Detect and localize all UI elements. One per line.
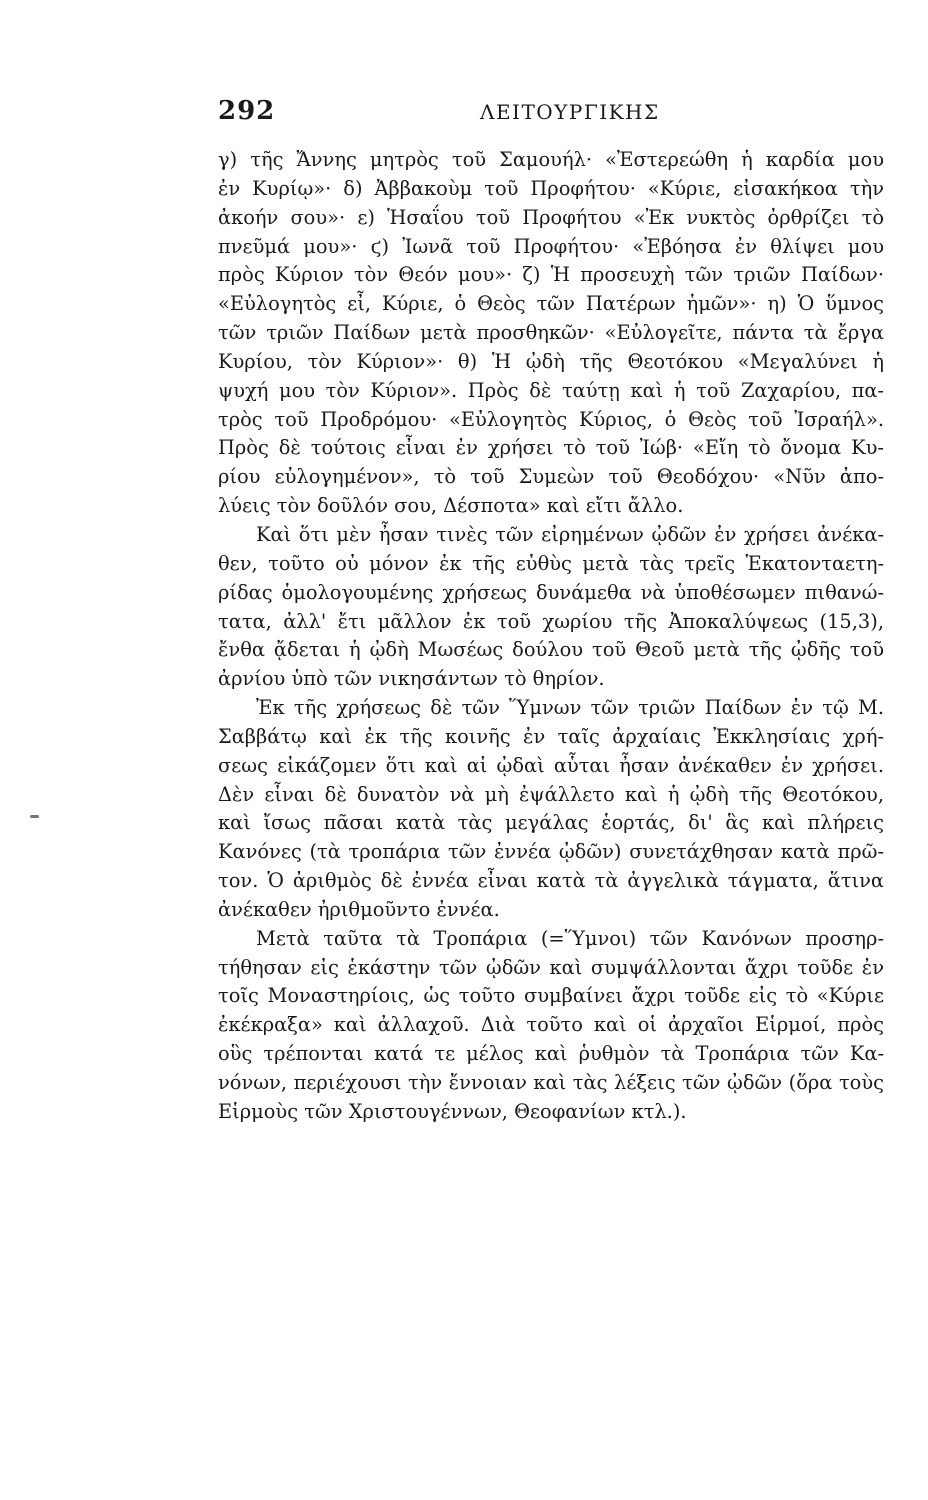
text-line: ρίου εὐλογημένον», τὸ τοῦ Συμεὼν τοῦ Θεοδόχου· «Νῦν ἀπο- (218, 465, 884, 489)
text-line: ρίδας ὁμολογουμένης χρήσεως δυνάμεθα νὰ ὑποθέσωμεν πιθανώ- (218, 580, 884, 604)
paragraph-4 (218, 925, 884, 1127)
text-line: Κυρίου, τὸν Κύριον»· θ) Ἡ ᾠδὴ τῆς Θεοτόκου «Μεγαλύνει ἡ (218, 349, 884, 373)
text-line: πνεῦμά μου»· ϛ) Ἰωνᾶ τοῦ Προφήτου· «Ἐβόησα ἐν θλίψει μου (218, 234, 884, 258)
text-line: Δὲν εἶναι δὲ δυνατὸν νὰ μὴ ἐψάλλετο καὶ ἡ ᾠδὴ τῆς Θεοτόκου, (218, 782, 884, 806)
text-line: τοῖς Μοναστηρίοις, ὡς τοῦτο συμβαίνει ἄχρι τοῦδε εἰς τὸ «Κύριε (218, 984, 884, 1008)
text-line: καὶ ἴσως πᾶσαι κατὰ τὰς μεγάλας ἑορτάς, δι' ἃς καὶ πλήρεις (218, 811, 884, 835)
text-line: «Εὐλογητὸς εἶ, Κύριε, ὁ Θεὸς τῶν Πατέρων ἡμῶν»· η) Ὁ ὕμνος (218, 292, 884, 316)
text-line: λύεις τὸν δοῦλόν σου, Δέσποτα» καὶ εἴτι ἄλλο. (218, 494, 684, 518)
text-line: γ) τῆς Ἄννης μητρὸς τοῦ Σαμουήλ· «Ἐστερεώθη ἡ καρδία μου (218, 148, 884, 171)
text-line: Καὶ ὅτι μὲν ἦσαν τινὲς τῶν εἰρημένων ᾠδῶν ἐν χρήσει ἀνέκα- (256, 522, 884, 546)
text-line: Πρὸς δὲ τούτοις εἶναι ἐν χρήσει τὸ τοῦ Ἰώβ· «Εἴη τὸ ὄνομα Κυ- (218, 436, 884, 460)
text-line: τατα, ἀλλ' ἔτι μᾶλλον ἐκ τοῦ χωρίου τῆς Ἀποκαλύψεως (15,3), (218, 609, 884, 633)
margin-mark (30, 815, 39, 818)
text-line: τήθησαν εἰς ἑκάστην τῶν ᾠδῶν καὶ συμψάλλονται ἄχρι τοῦδε ἐν (218, 955, 884, 979)
page-header (218, 96, 884, 136)
text-line: Ἐκ τῆς χρήσεως δὲ τῶν Ὕμνων τῶν τριῶν Παίδων ἐν τῷ Μ. (256, 696, 884, 720)
text-line: σεως εἰκάζομεν ὅτι καὶ αἱ ᾠδαὶ αὗται ἦσαν ἀνέκαθεν ἐν χρήσει. (218, 753, 884, 777)
text-line: Εἱρμοὺς τῶν Χριστουγέννων, Θεοφανίων κτλ.). (218, 1099, 687, 1123)
text-line: Σαββάτῳ καὶ ἐκ τῆς κοινῆς ἐν ταῖς ἀρχαίαις Ἐκκλησίαις χρή- (218, 724, 884, 748)
paragraph-1 (218, 146, 884, 521)
text-line: ἀκοήν σου»· ε) Ἡσαΐου τοῦ Προφήτου «Ἐκ νυκτὸς ὀρθρίζει τὸ (218, 205, 884, 229)
text-line: Κανόνες (τὰ τροπάρια τῶν ἐννέα ᾠδῶν) συνετάχθησαν κατὰ πρῶ- (218, 840, 884, 864)
text-line: πρὸς Κύριον τὸν Θεόν μου»· ζ) Ἡ προσευχὴ τῶν τριῶν Παίδων· (218, 263, 884, 287)
text-line: οὓς τρέπονται κατά τε μέλος καὶ ῥυθμὸν τὰ Τροπάρια τῶν Κα- (218, 1042, 884, 1066)
text-line: θεν, τοῦτο οὐ μόνον ἐκ τῆς εὐθὺς μετὰ τὰς τρεῖς Ἑκατονταετη- (218, 551, 884, 575)
text-line: ψυχή μου τὸν Κύριον». Πρὸς δὲ ταύτῃ καὶ ἡ τοῦ Ζαχαρίου, πα- (218, 378, 884, 402)
text-line: ἀρνίου ὑπὸ τῶν νικησάντων τὸ θηρίον. (218, 667, 605, 691)
text-line: τῶν τριῶν Παίδων μετὰ προσθηκῶν· «Εὐλογεῖτε, πάντα τὰ ἔργα (218, 321, 884, 345)
text-line: νόνων, περιέχουσι τὴν ἔννοιαν καὶ τὰς λέξεις τῶν ᾠδῶν (ὅρα τοὺς (218, 1071, 884, 1094)
text-line: ἀνέκαθεν ἠριθμοῦντο ἐννέα. (218, 897, 500, 921)
paragraph-3 (218, 694, 884, 925)
text-line: Μετὰ ταῦτα τὰ Τροπάρια (=Ὕμνοι) τῶν Κανόνων προσηρ- (256, 926, 884, 950)
page-body (218, 146, 884, 1127)
text-line: τον. Ὁ ἀριθμὸς δὲ ἐννέα εἶναι κατὰ τὰ ἀγγελικὰ τάγματα, ἅτινα (218, 869, 884, 893)
text-line: ἐκέκραξα» καὶ ἀλλαχοῦ. Διὰ τοῦτο καὶ οἱ ἀρχαῖοι Εἱρμοί, πρὸς (218, 1013, 884, 1037)
page-number: 292 (218, 96, 276, 126)
text-line: ἐν Κυρίῳ»· δ) Ἀββακοὺμ τοῦ Προφήτου· «Κύριε, εἰσακήκοα τὴν (218, 176, 884, 200)
text-line: ἔνθα ᾄδεται ἡ ᾠδὴ Μωσέως δούλου τοῦ Θεοῦ μετὰ τῆς ᾠδῆς τοῦ (218, 638, 884, 662)
running-head: ΛΕΙΤΟΥΡΓΙΚΗΣ (480, 100, 660, 124)
text-line: τρὸς τοῦ Προδρόμου· «Εὐλογητὸς Κύριος, ὁ Θεὸς τοῦ Ἰσραήλ». (218, 407, 884, 431)
paragraph-2 (218, 521, 884, 694)
